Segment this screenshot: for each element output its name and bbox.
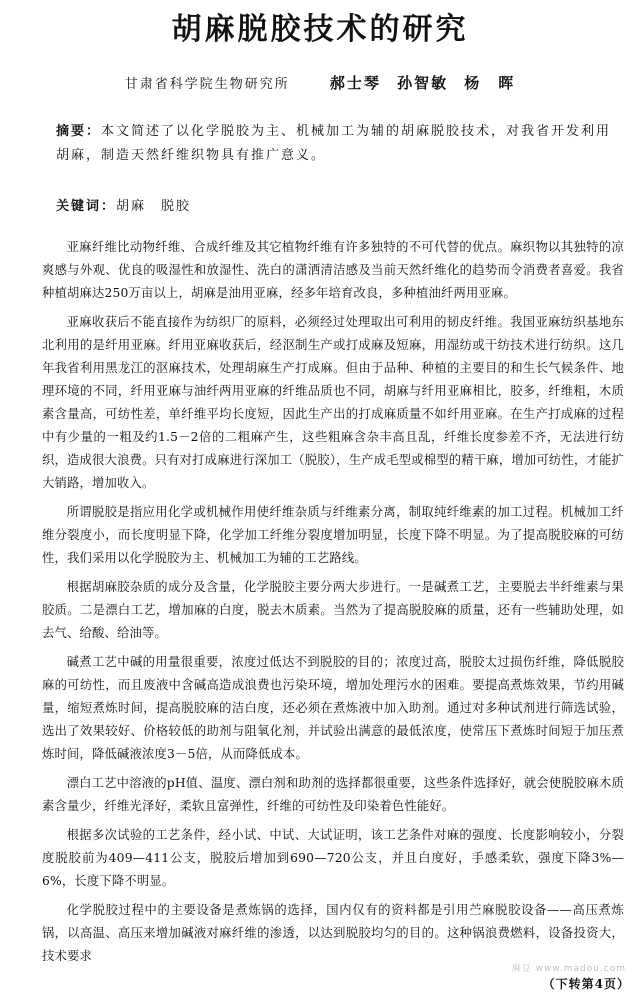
author-name: 杨 晖 [464,74,516,92]
keywords-text: 胡麻 脱胶 [116,199,192,214]
paragraph: 根据胡麻胶杂质的成分及含量，化学脱胶主要分两大步进行。一是碱煮工艺，主要脱去半纤维素与果胶质。二是漂白工艺，增加麻的白度，脱去木质素。当然为了提高脱胶麻的质量，还有一些辅助处理，如去气、给酸、给油等。 [42,580,624,640]
paragraph: 漂白工艺中溶液的pH值、温度、漂白剂和助剂的选择都很重要，这些条件选择好，就会使脱胶麻木质素含量少，纤维光泽好，柔软且富弹性，纤维的可纺性及印染着色性能好。 [42,776,624,813]
author-name: 孙智敏 [397,74,449,92]
paragraph: 亚麻收获后不能直接作为纺织厂的原料，必须经过处理取出可利用的韧皮纤维。我国亚麻纺织基地东北利用的是纤用亚麻。纤用亚麻收获后，经沤制生产或打成麻及短麻，用湿纺或干纺技术进行纺织。这几年我省利用黑龙江的沤麻技术，处理胡麻生产打成麻。但由于品种、种植的主要目的和生长气候条件、地理环境的不同，纤用亚麻与油纤两用亚麻的纤维品质也不同，胡麻与纤用亚麻相比，胶多，纤维粗，木质素含量高，可纺性差，单纤维平均长度短，因此生产出的打成麻质量不如纤用亚麻。在生产打成麻的过程中有少量的一粗及约1.5－2倍的二粗麻产生，这些粗麻含杂丰高且乱，纤维长度参差不齐，无法进行纺织，造成很大浪费。只有对打成麻进行深加工（脱胶），生产成毛型或棉型的精干麻，增加可纺性，才能扩大销路，增加收入。 [42,315,624,490]
abstract [56,120,616,168]
paragraph: 亚麻纤维比动物纤维、合成纤维及其它植物纤维有许多独特的不可代替的优点。麻织物以其独特的凉爽感与外观、优良的吸湿性和放湿性、洗白的潇洒清洁感及当前天然纤维化的趋势而令消费者喜爱。我省种植胡麻达250万亩以上，胡麻是油用亚麻，经多年培育改良，多种植油纤两用亚麻。 [42,240,624,300]
continued-note: （下转第4页） [542,977,630,991]
author-name: 郝士琴 [329,74,381,92]
paragraph: 碱煮工艺中碱的用量很重要，浓度过低达不到脱胶的目的；浓度过高，脱胶太过损伤纤维，降低脱胶麻的可纺性，而且废液中含碱高造成浪费也污染环境，增加处理污水的困难。要提高煮炼效果，节约用碱量，缩短煮炼时间，提高脱胶麻的洁白度，还必须在煮炼液中加入助剂。通过对多种试剂进行筛选试验，选出了效果较好、价格较低的助剂与阻氧化剂，并试验出满意的最低浓度，使常压下煮炼时间短于加压煮炼时间，降低碱液浓度3－5倍，从而降低成本。 [42,655,624,761]
watermark: 麻豆 www.madou.com [511,964,626,974]
paper-title: 胡麻脱胶技术的研究 [171,12,469,47]
affiliation: 甘肃省科学院生物研究所 [124,77,290,92]
paragraph: 所谓脱胶是指应用化学或机械作用使纤维杂质与纤维素分离，制取纯纤维素的加工过程。机械加工纤维分裂度小，而长度明显下降，化学加工纤维分裂度增加明显，长度下降不明显。为了提高脱胶麻的可纺性，我们采用以化学脱胶为主、机械加工为辅的工艺路线。 [42,505,624,565]
abstract-label: 摘要： [56,124,102,139]
affiliation-line [0,72,640,96]
body-text [42,236,624,974]
paragraph: 根据多次试验的工艺条件，经小试、中试、大试证明，该工艺条件对麻的强度、长度影响较小，分裂度脱胶前为409—411公支，脱胶后增加到690—720公支，并且白度好，手感柔软，强度下降3%—6%，长度下降不明显。 [42,828,624,888]
paragraph: 化学脱胶过程中的主要设备是煮炼锅的选择，国内仅有的资料都是引用苎麻脱胶设备——高压煮炼锅，以高温、高压来增加碱液对麻纤维的渗透，以达到脱胶均匀的目的。这种锅浪费燃料，设备投资大，技术要求 [42,903,624,963]
keywords-label: 关键词： [56,199,117,214]
abstract-text: 本文简述了以化学脱胶为主、机械加工为辅的胡麻脱胶技术，对我省开发利用胡麻，制造天然纤维织物具有推广意义。 [56,124,612,163]
keywords [56,196,616,218]
